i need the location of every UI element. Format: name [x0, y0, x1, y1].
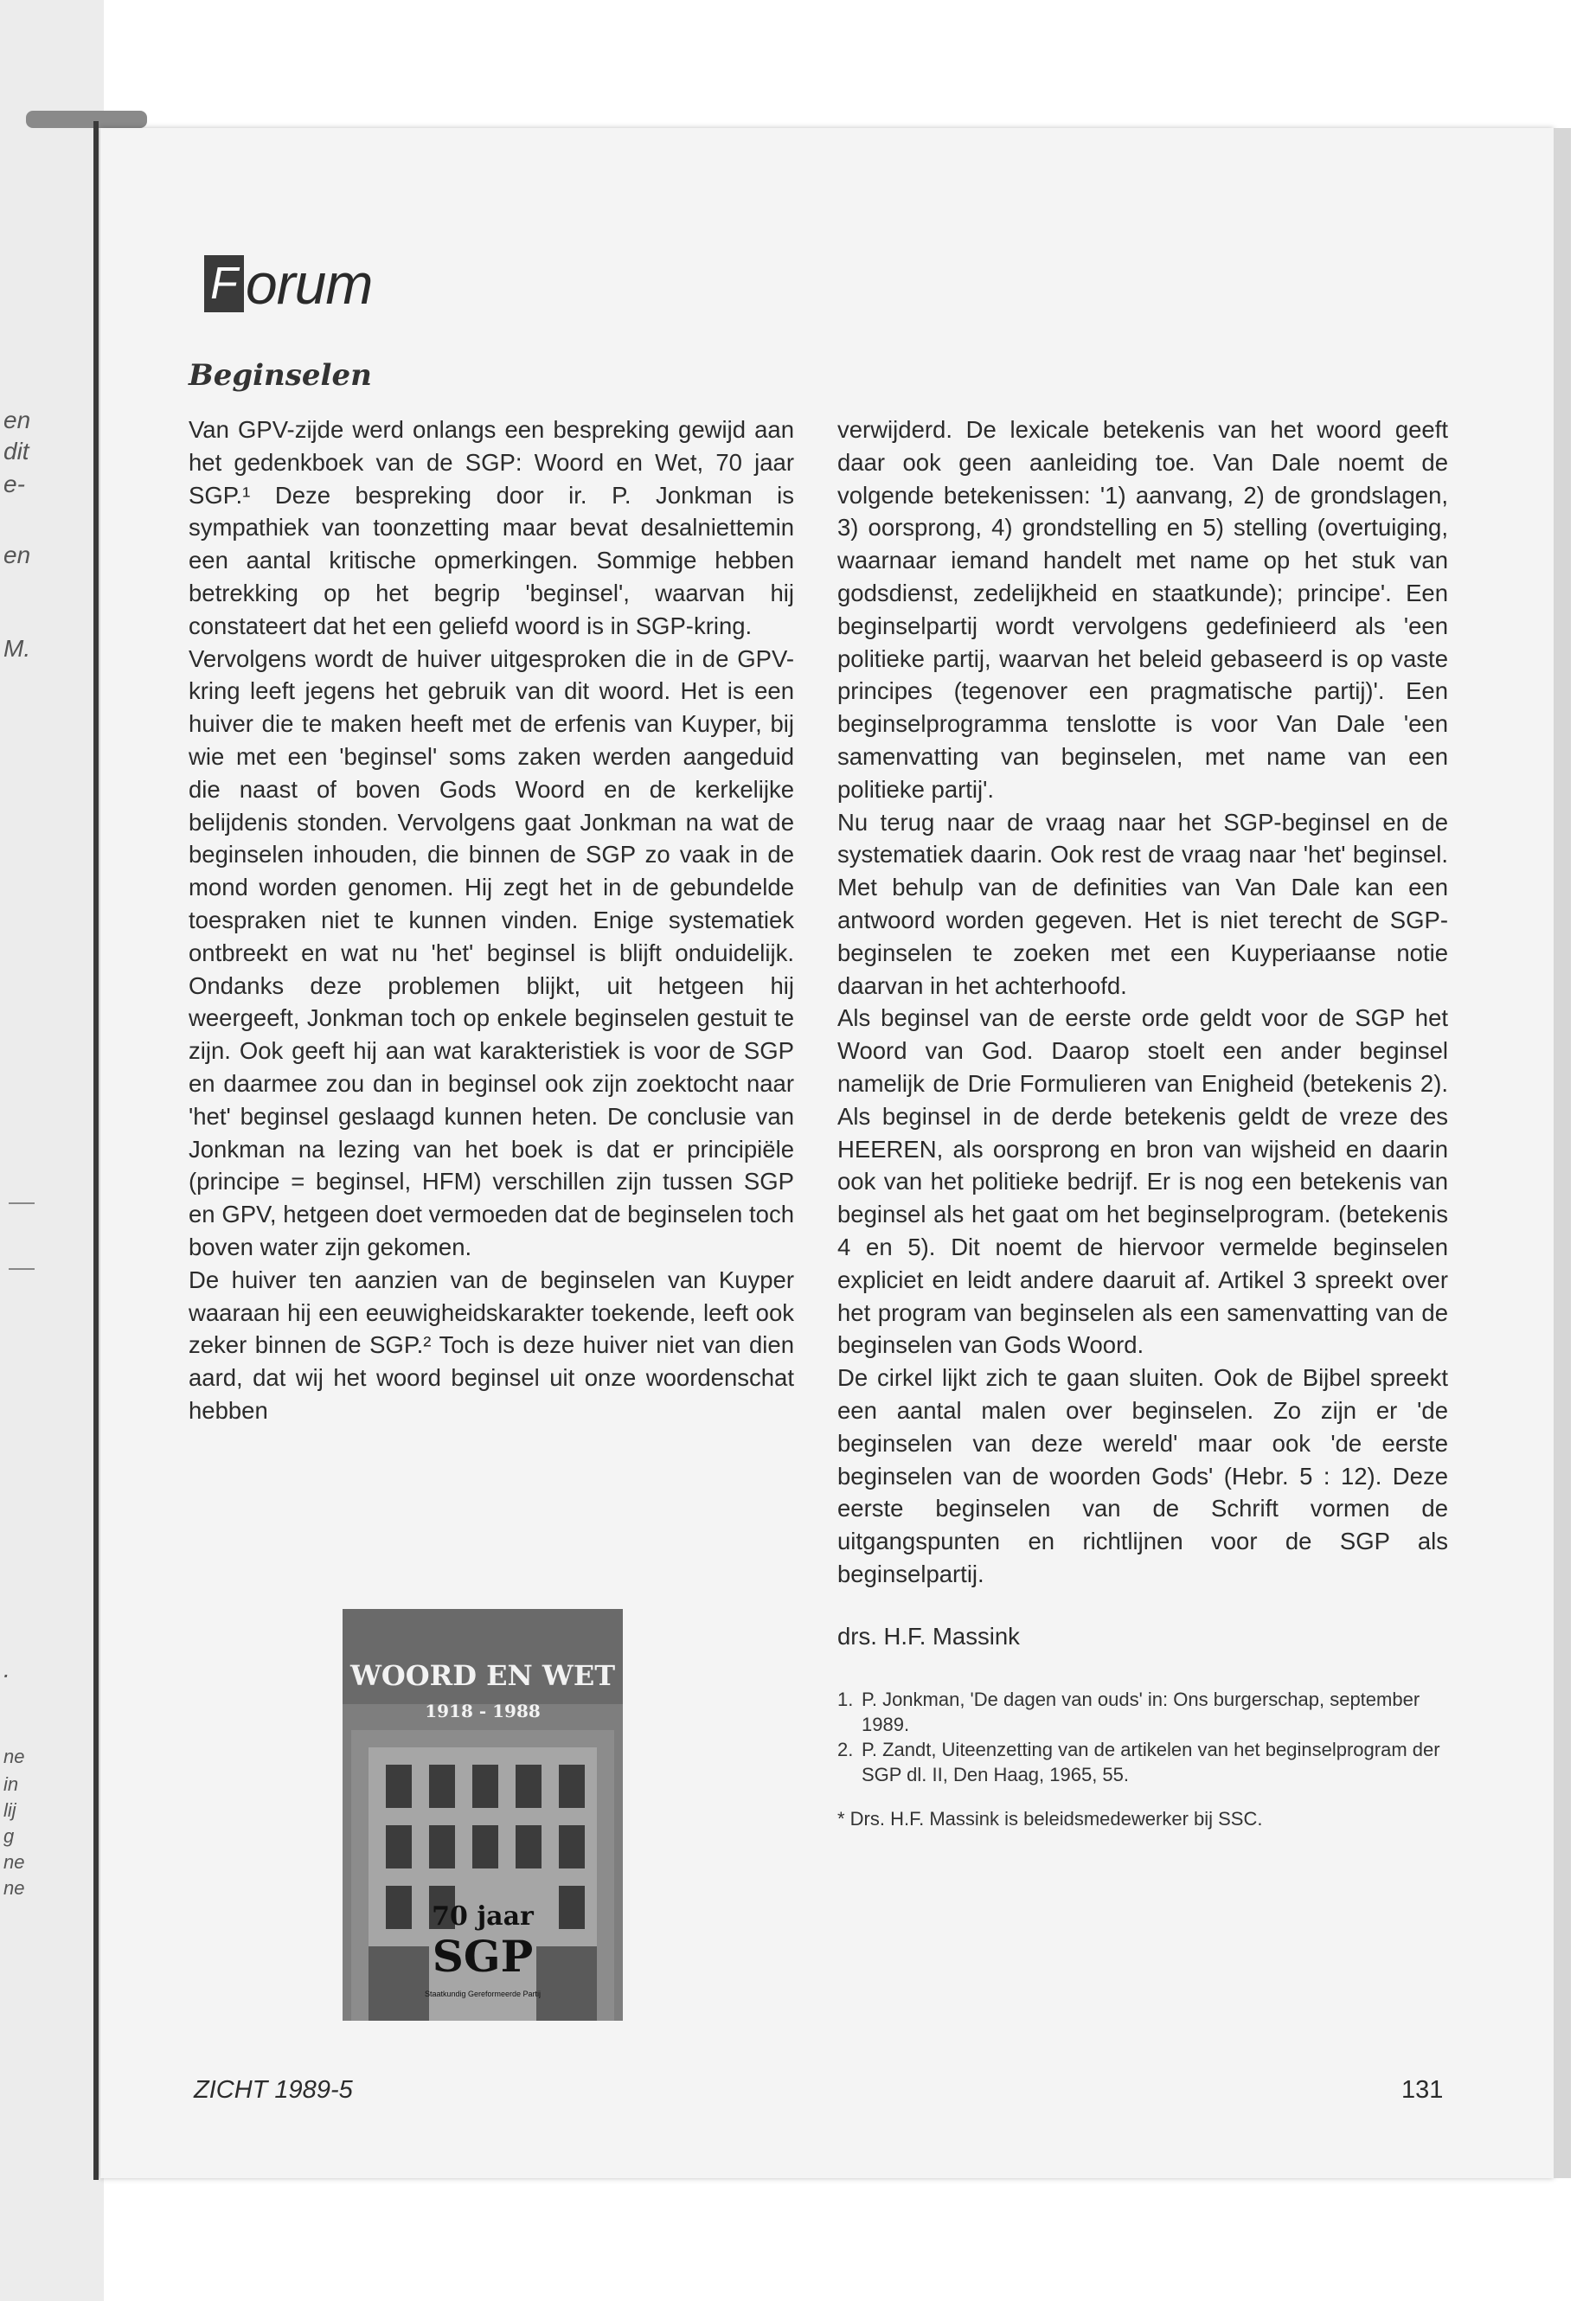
author-note: * Drs. H.F. Massink is beleidsmedewerker bij SSC. — [837, 1808, 1263, 1830]
prev-page-fragment: . — [3, 1656, 10, 1682]
prev-page-fragment: lij — [3, 1799, 16, 1821]
prev-page-fragment: in — [3, 1773, 19, 1795]
article-paragraph: Vervolgens wordt de huiver uitgesproken die in de GPV-kring leeft jegens het gebruik van dit woord. Het is een huiver die te maken heeft met de erfenis van Kuyper, bij wie met een 'beginsel' soms zaken werden aangeduid die naast of boven Gods Woord en de kerkelijke belijdenis stonden. Vervolgens gaat Jonkman na wat de beginselen inhouden, die binnen de SGP zo vaak in de mond worden genomen. Hij zegt het in de gebundelde toespraken niet te kunnen vinden. Enige systematiek ontbreekt en wat nu 'het' beginsel is blijft onduidelijk. Ondanks deze problemen blijkt, uit hetgeen hij weergeeft, Jonkman toch op enkele beginselen gestuit te zijn. Ook geeft hij aan wat karakteristiek is voor de SGP en daarmee zou dan in beginsel ook zijn zoektocht naar 'het' beginsel geslaagd kunnen heten. De conclusie van Jonkman na lezing van het boek is dat er principiële (principe = beginsel, HFM) verschillen zijn tussen SGP en GPV, hetgeen doet vermoeden dat de beginselen toch boven water zijn gekomen. — [189, 644, 794, 1260]
article-paragraph: Als beginsel van de eerste orde geldt voor de SGP het Woord van God. Daarop stoelt een ander beginsel namelijk de Drie Formulieren van Enigheid (betekenis 2). Als beginsel in de derde betekenis geldt de vreze des HEEREN, als oorsprong en bron van wijsheid en daarin ook van het politieke bedrijf. Er is nog een betekenis van beginsel als het gaat om het beginselprogram. (betekenis 4 en 5). Dit noemt de hiervoor vermelde beginselen expliciet en leidt andere daaruit af. Artikel 3 spreekt over het program van beginselen als een samenvatting van de beginselen van Gods Woord. — [837, 1004, 1448, 1359]
prev-page-fragment: e- — [3, 471, 25, 497]
previous-page-edge — [0, 0, 104, 2301]
article-heading: Beginselen — [189, 358, 372, 393]
footnote-text: P. Zandt, Uiteenzetting van de artikelen van het beginselprogram der SGP dl. II, Den Haag, 1965, 55. — [862, 1739, 1440, 1786]
prev-page-fragment: en — [3, 542, 31, 568]
footnotes — [837, 1687, 1448, 1831]
prev-page-fragment: en — [3, 407, 31, 433]
section-logo-text: orum — [246, 252, 373, 316]
book-anniversary: 70 jaar — [432, 1901, 534, 1932]
prev-page-fragment: M. — [3, 635, 31, 662]
prev-page-rule — [9, 1268, 35, 1270]
article-paragraph: De huiver ten aanzien van de beginselen van Kuyper waaraan hij een eeuwigheidskarakter toekende, leeft ook zeker binnen de SGP.² Toch is deze huiver niet van dien aard, dat wij het woord beginsel uit onze woordenschat hebben — [189, 1266, 794, 1424]
footnote — [837, 1737, 1448, 1787]
prev-page-fragment: ne — [3, 1746, 25, 1767]
section-logo — [204, 251, 372, 317]
book-party: SGP — [432, 1931, 534, 1982]
book-title: WOORD EN WET — [349, 1659, 616, 1692]
magazine-issue: ZICHT 1989-5 — [194, 2076, 353, 2104]
article-paragraph: Van GPV-zijde werd onlangs een bespreking gewijd aan het gedenkboek van de SGP: Woord en Wet, 70 jaar SGP.¹ Deze bespreking door ir. P. Jonkman is sympathiek van toonzetting maar bevat desalniettemin een aantal kritische opmerkingen. Sommige hebben betrekking op het begrip 'beginsel', waarvan hij constateert dat het een geliefd woord is in SGP-kring. — [189, 416, 794, 639]
article-paragraph: Nu terug naar de vraag naar het SGP-beginsel en de systematiek daarin. Ook rest de vraag naar 'het' beginsel. Met behulp van de definities van Van Dale kan een antwoord worden gegeven. Het is niet terecht de SGP-beginselen te zoeken met een Kuyperiaanse notie daarvan in het achterhoofd. — [837, 808, 1448, 999]
footnote — [837, 1687, 1448, 1737]
book-subtitle: Staatkundig Gereformeerde Partij — [424, 1990, 542, 1998]
book-years: 1918 - 1988 — [425, 1701, 541, 1721]
footnote-text: P. Jonkman, 'De dagen van ouds' in: Ons burgerschap, september 1989. — [862, 1689, 1420, 1736]
binding-top — [26, 111, 147, 128]
footnote-number: 2. — [837, 1739, 854, 1761]
prev-page-fragment: dit — [3, 438, 29, 465]
book-cover-image — [343, 1609, 623, 2021]
prev-page-rule — [9, 1202, 35, 1204]
footnote-number: 1. — [837, 1689, 854, 1711]
prev-page-fragment: g — [3, 1825, 15, 1847]
prev-page-fragment: ne — [3, 1851, 25, 1873]
article-paragraph: De cirkel lijkt zich te gaan sluiten. Ook de Bijbel spreekt een aantal malen over beginselen. Zo zijn er 'de beginselen van deze wereld' maar ook 'de eerste beginselen van de woorden Gods' (Hebr. 5 : 12). Deze eerste beginselen van de Schrift vormen de uitgangspunten en richtlijnen voor de SGP als beginselpartij. — [837, 1364, 1448, 1587]
author-signature: drs. H.F. Massink — [837, 1622, 1020, 1650]
article-paragraph: verwijderd. De lexicale betekenis van het woord geeft daar ook geen aanleiding toe. Van Dale noemt de volgende betekenissen: '1) aanvang, 2) de grondslagen, 3) oorsprong, 4) grondstelling en 5) stelling (overtuiging, waarnaar iemand handelt met name op het stuk van godsdienst, zedelijkheid en staatkunde); principe'. Een beginselpartij wordt vervolgens gedefinieerd als 'een politieke partij, waarvan het beleid gebaseerd is op vaste principes (tegenover een pragmatische partij)'. Een beginselprogramma tenslotte is voor Van Dale 'een samenvatting van beginselen, met name van een politieke partij'. — [837, 416, 1448, 803]
right-column — [837, 413, 1448, 1831]
prev-page-fragment: ne — [3, 1877, 25, 1899]
page-gutter — [93, 121, 99, 2180]
section-logo-initial: F — [204, 255, 244, 312]
page-number: 131 — [1401, 2076, 1444, 2104]
page-edge-shadow — [1554, 128, 1571, 2178]
left-column — [189, 413, 794, 1427]
